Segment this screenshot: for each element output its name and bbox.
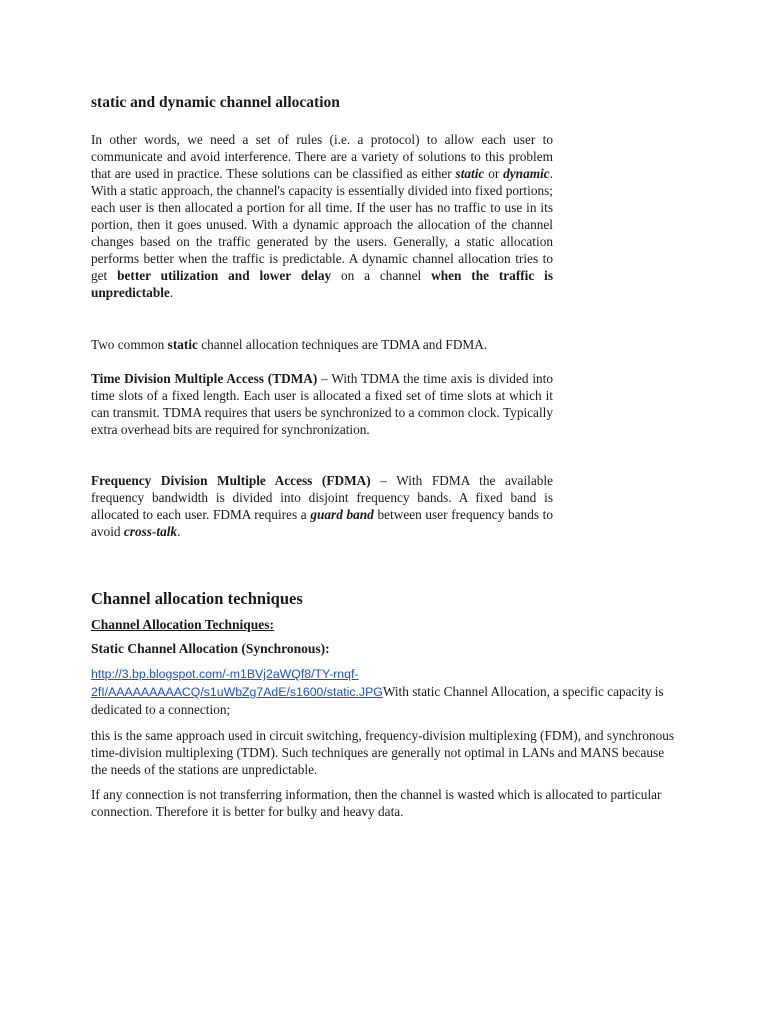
intro-static-term: static xyxy=(455,166,485,181)
intro-text-4: on a channel xyxy=(331,268,432,283)
two-common-paragraph xyxy=(91,336,553,353)
tdma-paragraph xyxy=(91,370,553,438)
intro-paragraph xyxy=(91,131,553,301)
section-heading: Channel allocation techniques xyxy=(91,589,303,608)
intro-bold-utilization: better utilization and lower delay xyxy=(117,268,332,283)
intro-text-1: In other words, we need a set of rules (i.e. a protocol) to allow each user to communicate and avoid interference. There are a variety of solutions to this problem that are used in practice. These solutions can be classified as either xyxy=(91,132,553,181)
intro-dynamic-term: dynamic xyxy=(503,166,550,181)
intro-bold-unpredictable: when the traffic is unpredictable xyxy=(91,268,554,300)
fdma-body-2: between user frequency bands to avoid xyxy=(91,507,553,539)
fdma-body-1: – With FDMA the available frequency bandwidth is divided into disjoint frequency bands. A fixed band is allocated to each user. FDMA requires a xyxy=(91,473,553,522)
intro-text-3: . With a static approach, the channel's capacity is essentially divided into fixed portions; each user is then allocated a portion for all time. If the user has no traffic to use in its portion, then it goes unused. With a dynamic approach the allocation of the channel changes based on the traffic generated by the users. Generally, a static allocation performs better when the traffic is predictable. A dynamic channel allocation tries to get xyxy=(91,166,553,283)
fdma-term: Frequency Division Multiple Access (FDMA) xyxy=(91,473,371,488)
static-image-link[interactable] xyxy=(91,667,383,699)
two-common-text-1: Two common xyxy=(91,337,168,352)
after-link-text: With static Channel Allocation, a specific capacity is dedicated to a connection; xyxy=(91,684,664,717)
fdma-end: . xyxy=(177,524,181,539)
wasted-channel-paragraph: If any connection is not transferring information, then the channel is wasted which is allocated to particular connection. Therefore it is better for bulky and heavy data. xyxy=(91,787,662,819)
intro-text-5: . xyxy=(169,285,174,300)
two-common-text-2: channel allocation techniques are TDMA and FDMA. xyxy=(197,337,488,352)
tdma-term: Time Division Multiple Access (TDMA) xyxy=(91,371,318,386)
tdma-body: – With TDMA the time axis is divided into time slots of a fixed length. Each user is allocated a fixed set of time slots at which it can transmit. TDMA requires that users be synchronized to a common clock. Typically extra overhead bits are required for synchronization. xyxy=(91,371,553,437)
fdma-paragraph xyxy=(91,472,553,540)
subheading-techniques: Channel Allocation Techniques: xyxy=(91,617,275,632)
two-common-static: static xyxy=(167,337,198,352)
link-paragraph xyxy=(91,665,691,718)
subheading-static: Static Channel Allocation (Synchronous): xyxy=(91,641,330,656)
fdma-cross-talk: cross-talk xyxy=(123,524,178,539)
intro-text-2: or xyxy=(484,166,504,181)
document-title: static and dynamic channel allocation xyxy=(91,94,340,111)
link-line-1: http://3.bp.blogspot.com/-m1BVj2aWQf8/TY-rnqf- xyxy=(91,667,359,681)
link-line-2: 2fI/AAAAAAAAACQ/s1uWbZg7AdE/s1600/static.JPG xyxy=(91,685,383,699)
fdma-guard-band: guard band xyxy=(310,507,374,522)
same-approach-paragraph: this is the same approach used in circuit switching, frequency-division multiplexing (FDM), and synchronous time-division multiplexing (TDM). Such techniques are generally not optimal in LANs and MANS because the needs of the stations are unpredictable. xyxy=(91,728,675,777)
